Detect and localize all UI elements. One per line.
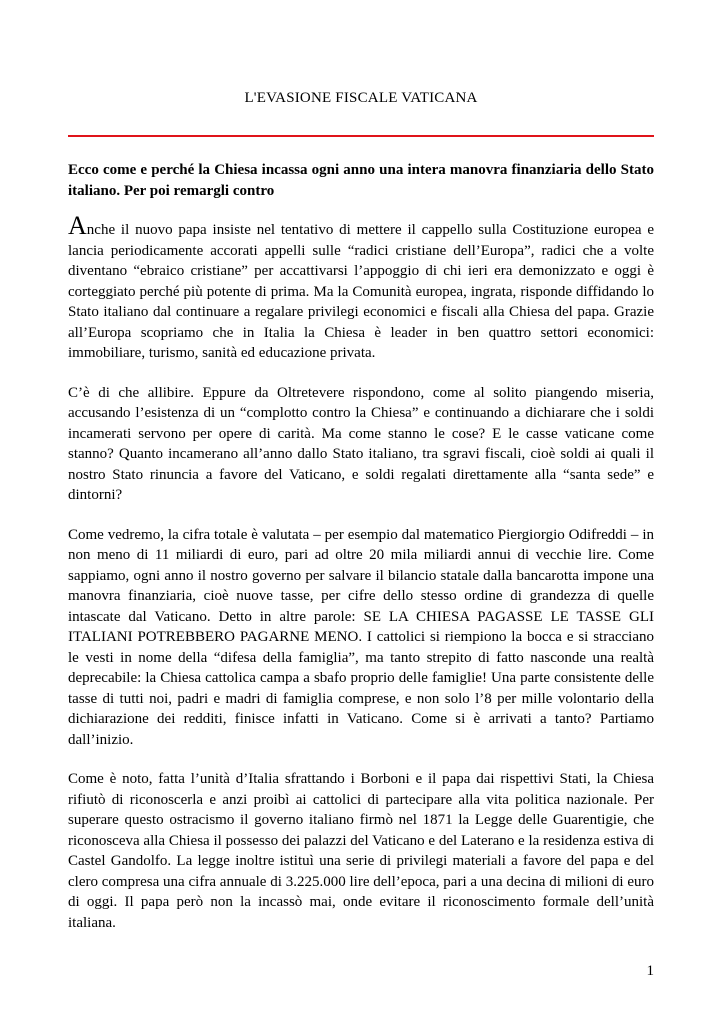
document-body [68, 211, 654, 952]
paragraph-3: Come vedremo, la cifra totale è valutata – per esempio dal matematico Piergiorgio Odifreddi – in non meno di 11 miliardi di euro, pari ad oltre 20 mila miliardi annui di vecchie lire. Come sappiamo, ogni anno il nostro governo per salvare il bilancio statale dalla bancarotta impone una manovra finanziaria, cioè nuove tasse, per cifre dello stesso ordine di grandezza di quelle intascate dal Vaticano. Detto in altre parole: SE LA CHIESA PAGASSE LE TASSE GLI ITALIANI POTREBBERO PAGARNE MENO. I cattolici si riempiono la bocca e si stracciano le vesti in nome della “difesa della famiglia”, ma tanto strepito di fatto nasconde una realtà deprecabile: la Chiesa cattolica campa a sbafo proprio delle famiglie! Una parte consistente delle tasse di tutti noi, padri e madri di famiglia comprese, e non solo l’8 per mille volontario della dichiarazione dei redditi, finisce infatti in Vaticano. Come si è arrivati a tanto? Partiamo dall’inizio. [68, 526, 654, 748]
document-subtitle: Ecco come e perché la Chiesa incassa ogni anno una intera manovra finanziaria dello Stato italiano. Per poi remargli contro [68, 162, 654, 199]
paragraph-4: Come è noto, fatta l’unità d’Italia sfrattando i Borboni e il papa dai rispettivi Stati, la Chiesa rifiutò di riconoscerla e anzi proibì ai cattolici di partecipare alla vita politica nazionale. Per superare questo ostracismo il governo italiano firmò nel 1871 la Legge delle Guarentigie, che riconosceva alla Chiesa il possesso dei palazzi del Vaticano e del Laterano e la residenza estiva di Castel Gandolfo. La legge inoltre istituì una serie di privilegi materiali a favore del papa e del clero compresa una cifra annuale di 3.225.000 lire dell’epoca, pari a una decina di milioni di euro di oggi. Il papa però non la incassò mai, onde evitare il riconoscimento formale dell’unità italiana. [68, 771, 654, 931]
page-number: 1 [646, 963, 654, 979]
paragraph-1 [68, 211, 654, 364]
document-title: L'EVASIONE FISCALE VATICANA [244, 90, 478, 106]
title-divider [68, 135, 654, 137]
paragraph-1-text: nche il nuovo papa insiste nel tentativo di mettere il cappello sulla Costituzione europea e lancia periodicamente accorati appelli sulle “radici cristiane dell’Europa”, radici che a volte diventano “ebraico cristiane” per accattivarsi l’appoggio di chi ieri era demonizzato e oggi è corteggiato perché più potente di prima. Ma la Comunità europea, ingrata, risponde diffidando lo Stato italiano dal continuare a regalare privilegi economici e fiscali alla Chiesa del papa. Grazie all’Europa scopriamo che in Italia la Chiesa è leader in ben quattro settori economici: immobiliare, turismo, sanità ed educazione privata. [68, 222, 654, 361]
drop-cap: A [68, 211, 87, 240]
paragraph-2: C’è di che allibire. Eppure da Oltretevere rispondono, come al solito piangendo miseria, accusando l’esistenza di un “complotto contro la Chiesa” e continuando a dichiarare che i soldi incamerati servono per opere di carità. Ma come stanno le cose? E le casse vaticane come stanno? Quanto incamerano all’anno dallo Stato italiano, tra sgravi fiscali, cioè soldi ai quali il nostro Stato rinuncia a favore del Vaticano, e soldi regalati direttamente alla “santa sede” e dintorni? [68, 384, 654, 503]
